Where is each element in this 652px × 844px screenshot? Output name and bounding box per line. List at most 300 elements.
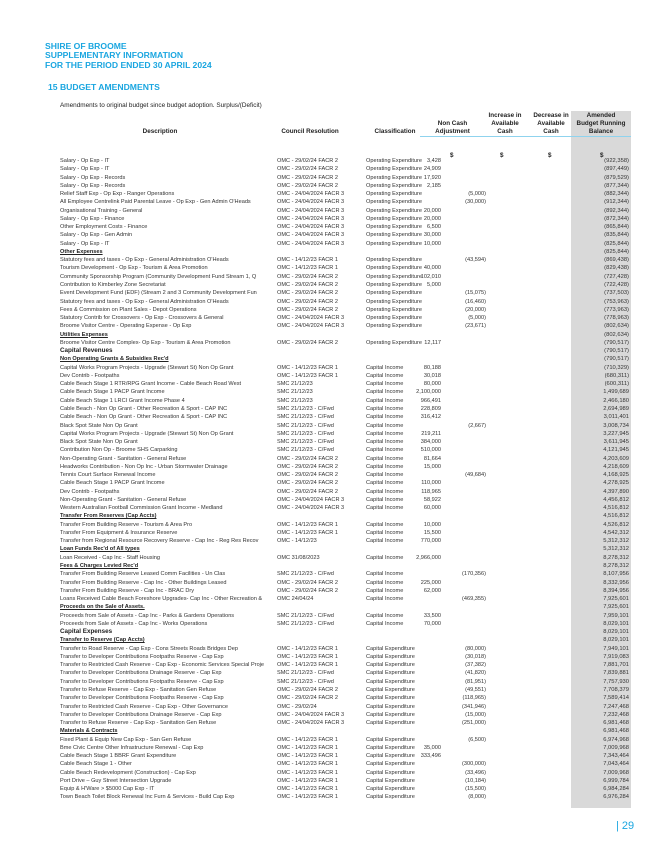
row-balance: (680,311) bbox=[604, 372, 629, 379]
row-classification: Capital Income bbox=[366, 538, 404, 545]
row-council-resolution: OMC - 29/02/24 FACR 2 bbox=[277, 306, 338, 313]
table-row bbox=[60, 686, 632, 694]
col-header-line: Non Cash bbox=[437, 120, 468, 127]
row-increase: 60,000 bbox=[423, 505, 441, 512]
row-classification: Capital Income bbox=[366, 488, 404, 495]
row-balance: 6,984,284 bbox=[603, 786, 629, 793]
table-row bbox=[60, 405, 632, 413]
row-increase: 316,412 bbox=[420, 414, 441, 421]
table-row bbox=[60, 521, 632, 529]
row-increase: 58,922 bbox=[423, 496, 441, 503]
row-council-resolution: OMC - 29/02/24 FACR 2 bbox=[277, 488, 338, 495]
table-row bbox=[60, 446, 632, 454]
row-balance: (912,344) bbox=[604, 199, 629, 206]
table-row bbox=[60, 463, 632, 471]
row-increase: 333,496 bbox=[420, 753, 441, 760]
row-description: Transfer From Building Reserve - Cap Inc - BRAC Dry bbox=[60, 587, 195, 594]
currency-decrease: $ bbox=[548, 152, 552, 159]
row-council-resolution: OMC - 24/04/2024 FACR 3 bbox=[277, 315, 345, 322]
row-decrease: (10,184) bbox=[465, 777, 486, 784]
row-decrease: (30,000) bbox=[465, 199, 486, 206]
row-increase: 20,000 bbox=[423, 207, 441, 214]
row-classification: Capital Income bbox=[366, 480, 404, 487]
row-council-resolution: OMC - 24/04/2024 FACR 3 bbox=[277, 207, 345, 214]
row-council-resolution: OMC - 29/02/24 FACR 2 bbox=[277, 158, 338, 164]
row-description: Salary - Op Exp - Records bbox=[60, 182, 126, 189]
table-row bbox=[60, 314, 632, 322]
row-classification: Operating Expenditure bbox=[366, 174, 422, 181]
row-decrease: (15,075) bbox=[465, 290, 486, 297]
row-increase: 81,664 bbox=[423, 455, 441, 462]
row-council-resolution: OMC - 29/02/24 FACR 2 bbox=[277, 281, 338, 288]
row-classification: Operating Expenditure bbox=[366, 207, 422, 214]
row-increase: 102,010 bbox=[420, 273, 441, 280]
row-description: Dev Contrib - Footpaths bbox=[60, 372, 120, 379]
row-increase: 24,909 bbox=[423, 166, 441, 173]
row-balance: 7,949,101 bbox=[603, 645, 629, 652]
intro-text: Amendments to original budget since budget adoption. Surplus/(Deficit) bbox=[60, 102, 262, 109]
row-classification: Capital Income bbox=[366, 381, 404, 388]
row-balance: 4,516,812 bbox=[603, 505, 629, 512]
row-increase: 5,000 bbox=[427, 281, 441, 288]
table-row bbox=[60, 744, 632, 752]
row-description: Salary - Op Exp - IT bbox=[60, 240, 110, 247]
category-row bbox=[60, 347, 632, 355]
row-council-resolution: OMC - 24/04/2024 FACR 3 bbox=[277, 323, 345, 330]
row-decrease: (15,500) bbox=[465, 786, 486, 793]
row-decrease: (23,671) bbox=[465, 323, 486, 330]
row-description: Salary - Op Exp - Records bbox=[60, 174, 126, 181]
row-balance: (778,963) bbox=[604, 315, 629, 322]
row-description: Non-Operating Grant - Sanitation - General Refuse bbox=[60, 496, 187, 503]
row-increase: 20,000 bbox=[423, 215, 441, 222]
row-description: Capital Works Program Projects - Upgrade (Stewart St) Non Op Grant bbox=[60, 430, 234, 437]
row-balance: (879,529) bbox=[604, 174, 629, 181]
row-balance: 3,227,945 bbox=[603, 430, 629, 437]
row-classification: Capital Expenditure bbox=[366, 720, 415, 727]
row-increase: 2,185 bbox=[427, 182, 441, 189]
row-balance: (802,634) bbox=[604, 323, 629, 330]
col-header-line: Balance bbox=[588, 128, 614, 136]
row-classification: Operating Expenditure bbox=[366, 323, 422, 330]
section-title: 15 BUDGET AMENDMENTS bbox=[48, 82, 160, 92]
row-description: Capital Expenses bbox=[60, 628, 113, 636]
row-balance: (722,428) bbox=[604, 281, 629, 288]
row-balance: 8,278,312 bbox=[603, 563, 629, 570]
row-council-resolution: SMC 21/12/23 - C/Fwd bbox=[277, 447, 334, 454]
row-description: Fixed Plant & Equip New Cap Exp - San Gen Refuse bbox=[60, 736, 192, 743]
row-council-resolution: SMC 21/12/23 - C/Fwd bbox=[277, 620, 334, 627]
row-balance: (753,963) bbox=[604, 298, 629, 305]
row-description: Fees & Charges Levied Rec'd bbox=[60, 563, 139, 570]
table-row bbox=[60, 661, 632, 669]
row-council-resolution: SMC 21/12/23 bbox=[277, 381, 313, 388]
row-description: Transfer From Reserves (Cap Accts) bbox=[60, 513, 157, 520]
row-classification: Capital Expenditure bbox=[366, 711, 415, 718]
row-description: Loan Received - Cap Inc - Staff Housing bbox=[60, 554, 161, 561]
row-description: Cable Beach Stage 1 RTR/RPG Grant Income - Cable Beach Road West bbox=[60, 381, 242, 388]
row-council-resolution: OMC - 29/02/24 FACR 2 bbox=[277, 290, 338, 297]
row-classification: Capital Income bbox=[366, 496, 404, 503]
row-balance: 7,009,968 bbox=[603, 769, 629, 776]
table-row bbox=[60, 264, 632, 272]
row-description: Transfer to Reserve (Cap Accts) bbox=[60, 637, 145, 644]
row-balance: 8,332,956 bbox=[603, 579, 629, 586]
row-increase: 770,000 bbox=[420, 538, 441, 545]
row-description: Contribution to Kimberley Zone Secretariat bbox=[60, 281, 166, 288]
row-decrease: (20,000) bbox=[465, 306, 486, 313]
row-increase: 33,500 bbox=[423, 612, 441, 619]
row-description: Black Spot State Non Op Grant bbox=[60, 422, 138, 429]
row-description: Transfer from Regional Resource Recovery Reserve - Cap Inc - Reg Res Recov bbox=[60, 538, 259, 545]
row-description: Organisational Training - General bbox=[60, 207, 143, 214]
row-description: Transfer to Developer Contributions Drainage Reserve - Cap Exp bbox=[60, 670, 222, 677]
row-balance: (825,844) bbox=[604, 240, 629, 247]
row-description: Transfer to Refuse Reserve - Cap Exp - Sanitation Gen Refuse bbox=[60, 720, 217, 727]
table-row bbox=[60, 703, 632, 711]
row-description: Statutory Contrib for Crossovers - Op Exp - Crossovers & General bbox=[60, 315, 224, 322]
table-row bbox=[60, 529, 632, 537]
row-balance: 4,516,812 bbox=[603, 513, 629, 520]
row-balance: 7,009,968 bbox=[603, 744, 629, 751]
row-increase: 219,211 bbox=[421, 430, 441, 437]
row-description: Salary - Op Exp - IT bbox=[60, 166, 110, 173]
row-council-resolution: OMC - 29/02/24 FACR 2 bbox=[277, 579, 338, 586]
row-decrease: (2,667) bbox=[468, 422, 486, 429]
row-balance: 4,168,925 bbox=[603, 472, 629, 479]
row-council-resolution: OMC - 14/12/23 FACR 1 bbox=[277, 265, 338, 272]
row-balance: (773,963) bbox=[604, 306, 629, 313]
row-description: Cable Beach Stage 1 PACP Grant Income bbox=[60, 480, 165, 487]
col-header-line: Available bbox=[491, 120, 519, 128]
row-balance: 6,981,468 bbox=[603, 720, 629, 727]
row-decrease: (6,500) bbox=[468, 736, 486, 743]
table-row bbox=[60, 752, 632, 760]
row-classification: Capital Expenditure bbox=[366, 769, 415, 776]
row-increase: 62,000 bbox=[423, 587, 441, 594]
row-decrease: (15,000) bbox=[465, 711, 486, 718]
col-header-decrease bbox=[526, 112, 576, 137]
row-description: Broome Visitor Centre - Operating Expense - Op Exp bbox=[60, 323, 192, 330]
row-balance: 7,839,881 bbox=[603, 670, 629, 677]
row-classification: Capital Income bbox=[366, 554, 404, 561]
row-council-resolution: SMC 21/12/23 - C/Fwd bbox=[277, 414, 334, 421]
col-header-line: Adjustment bbox=[435, 128, 470, 136]
row-increase: 6,500 bbox=[427, 224, 441, 231]
col-header-line: Decrease in bbox=[533, 112, 569, 119]
row-council-resolution: SMC 21/12/23 bbox=[277, 397, 313, 404]
row-description: Utilities Expenses bbox=[60, 331, 108, 338]
row-council-resolution: OMC - 14/12/23 bbox=[277, 538, 317, 545]
table-row bbox=[60, 537, 632, 545]
row-balance: (802,634) bbox=[604, 331, 629, 338]
row-description: All Employee Centrelink Paid Parental Leave - Op Exp - Gen Admin O'Heads bbox=[60, 199, 251, 206]
currency-balance: $ bbox=[600, 152, 604, 159]
row-classification: Capital Income bbox=[366, 620, 404, 627]
row-description: Bme Civic Centre Other Infrastructure Renewal - Cap Exp bbox=[60, 744, 204, 751]
row-council-resolution: OMC - 14/12/23 FACR 1 bbox=[277, 753, 338, 760]
row-balance: 6,981,468 bbox=[603, 728, 629, 735]
table-row bbox=[60, 488, 632, 496]
row-description: Relief Staff Exp - Op Exp - Ranger Operations bbox=[60, 191, 175, 198]
row-council-resolution: SMC 21/12/23 - C/Fwd bbox=[277, 612, 334, 619]
row-classification: Capital Expenditure bbox=[366, 777, 415, 784]
row-increase: 30,000 bbox=[423, 232, 441, 239]
row-council-resolution: OMC - 14/12/23 FACR 1 bbox=[277, 662, 338, 669]
row-increase: 80,188 bbox=[423, 364, 441, 371]
subheading-row bbox=[60, 636, 632, 644]
row-description: Materials & Contracts bbox=[60, 728, 118, 735]
row-balance: 4,203,609 bbox=[603, 455, 629, 462]
row-council-resolution: OMC - 29/02/24 FACR 2 bbox=[277, 298, 338, 305]
table-row bbox=[60, 579, 632, 587]
row-increase: 118,965 bbox=[421, 488, 441, 495]
col-header-non-cash bbox=[425, 120, 480, 136]
row-classification: Operating Expenditure bbox=[366, 224, 422, 231]
row-classification: Capital Income bbox=[366, 505, 404, 512]
table-row bbox=[60, 669, 632, 677]
row-council-resolution: OMC - 14/12/23 FACR 1 bbox=[277, 786, 338, 793]
row-balance: 4,542,312 bbox=[603, 529, 629, 536]
header-rule bbox=[420, 136, 631, 137]
row-balance: 7,247,468 bbox=[603, 703, 629, 710]
row-description: Other Expenses bbox=[60, 248, 103, 255]
row-council-resolution: OMC - 14/12/23 FACR 1 bbox=[277, 744, 338, 751]
col-header-line: Available bbox=[537, 120, 565, 128]
table-row bbox=[60, 769, 632, 777]
row-balance: 8,029,101 bbox=[603, 637, 629, 644]
row-balance: 8,107,956 bbox=[603, 571, 629, 578]
table-row bbox=[60, 157, 632, 165]
row-classification: Capital Income bbox=[366, 463, 404, 470]
row-description: Capital Works Program Projects - Upgrade (Stewart St) Non Op Grant bbox=[60, 364, 234, 371]
row-council-resolution: OMC - 29/02/24 FACR 2 bbox=[277, 166, 338, 173]
row-classification: Capital Income bbox=[366, 372, 404, 379]
table-row bbox=[60, 653, 632, 661]
row-balance: 8,394,956 bbox=[603, 587, 629, 594]
row-increase: 30,018 bbox=[423, 372, 441, 379]
row-increase: 70,000 bbox=[423, 620, 441, 627]
row-classification: Capital Expenditure bbox=[366, 794, 415, 801]
table-row bbox=[60, 380, 632, 388]
row-classification: Capital Income bbox=[366, 455, 404, 462]
row-balance: (829,438) bbox=[604, 265, 629, 272]
row-increase: 966,491 bbox=[420, 397, 441, 404]
row-increase: 10,000 bbox=[423, 240, 441, 247]
table-row bbox=[60, 207, 632, 215]
row-decrease: (118,965) bbox=[462, 695, 486, 702]
table-row bbox=[60, 372, 632, 380]
table-row bbox=[60, 182, 632, 190]
subheading-row bbox=[60, 603, 632, 611]
row-description: Non Operating Grants & Subsidies Rec'd bbox=[60, 356, 169, 363]
row-description: Salary - Op Exp - Gen Admin bbox=[60, 232, 133, 239]
row-classification: Operating Expenditure bbox=[366, 215, 422, 222]
table-row bbox=[60, 413, 632, 421]
row-council-resolution: SMC 21/12/23 - C/Fwd bbox=[277, 439, 334, 446]
row-description: Dev Contrib - Footpaths bbox=[60, 488, 120, 495]
row-decrease: (49,551) bbox=[465, 687, 486, 693]
row-council-resolution: OMC - 24/04/2024 FACR 3 bbox=[277, 232, 345, 239]
row-council-resolution: SMC 21/12/23 - C/Fwd bbox=[277, 571, 334, 578]
row-council-resolution: OMC - 29/02/24 FACR 2 bbox=[277, 339, 338, 346]
row-description: Transfer From Building Reserve - Tourism & Area Pro bbox=[60, 521, 193, 528]
row-classification: Capital Expenditure bbox=[366, 753, 415, 760]
table-row bbox=[60, 777, 632, 785]
row-balance: 7,043,464 bbox=[603, 761, 629, 768]
row-classification: Capital Income bbox=[366, 596, 404, 603]
subheading-row bbox=[60, 355, 632, 363]
subheading-row bbox=[60, 331, 632, 339]
table-row bbox=[60, 397, 632, 405]
row-balance: 6,976,284 bbox=[603, 794, 629, 801]
row-description: Transfer to Refuse Reserve - Cap Exp - Sanitation Gen Refuse bbox=[60, 687, 217, 693]
row-description: Loan Funds Rec'd of All types bbox=[60, 546, 140, 553]
row-decrease: (5,000) bbox=[468, 191, 486, 198]
row-increase: 17,920 bbox=[423, 174, 441, 181]
row-balance: 7,925,601 bbox=[603, 604, 629, 611]
table-row bbox=[60, 587, 632, 595]
row-council-resolution: OMC - 29/02/24 FACR 2 bbox=[277, 472, 338, 479]
row-council-resolution: OMC - 24/04/2024 FACR 3 bbox=[277, 199, 345, 206]
row-balance: 3,611,945 bbox=[603, 439, 629, 446]
row-classification: Capital Income bbox=[366, 414, 404, 421]
table-row bbox=[60, 298, 632, 306]
row-classification: Operating Expenditure bbox=[366, 257, 422, 264]
col-header-line: Cash bbox=[497, 128, 513, 136]
subheading-row bbox=[60, 727, 632, 735]
row-description: Capital Revenues bbox=[60, 347, 113, 355]
row-classification: Operating Expenditure bbox=[366, 298, 422, 305]
col-header-council-resolution: Council Resolution bbox=[281, 128, 339, 135]
row-classification: Capital Income bbox=[366, 422, 404, 429]
row-classification: Capital Expenditure bbox=[366, 670, 415, 677]
row-balance: 4,278,925 bbox=[603, 480, 629, 487]
row-council-resolution: SMC 21/12/23 - C/Fwd bbox=[277, 422, 334, 429]
row-description: Event Development Fund (EDF) (Stream 2 and 3 Community Development Fun bbox=[60, 290, 257, 297]
row-balance: 7,959,101 bbox=[603, 612, 629, 619]
row-classification: Capital Expenditure bbox=[366, 653, 415, 660]
table-row bbox=[60, 736, 632, 744]
row-balance: (882,344) bbox=[604, 191, 629, 198]
row-decrease: (251,000) bbox=[462, 720, 486, 727]
table-row bbox=[60, 165, 632, 173]
row-council-resolution: SMC 21/12/23 - C/Fwd bbox=[277, 678, 334, 685]
row-council-resolution: OMC - 24/04/2024 FACR 3 bbox=[277, 224, 345, 231]
row-council-resolution: OMC - 24/04/2024 FACR 3 bbox=[277, 711, 345, 718]
row-council-resolution: OMC - 29/02/24 FACR 2 bbox=[277, 174, 338, 181]
row-description: Cable Beach Stage 1 - Other bbox=[60, 761, 132, 768]
row-balance: (727,428) bbox=[604, 273, 629, 280]
row-decrease: (469,355) bbox=[462, 596, 486, 603]
row-council-resolution: OMC 24/04/24 bbox=[277, 596, 314, 603]
row-description: Transfer From Building Reserve Leased Comm Facilities - Un Clas bbox=[60, 571, 226, 578]
row-description: Town Beach Toilet Block Renewal Inc Furn & Services - Build Cap Exp bbox=[60, 794, 235, 801]
row-classification: Capital Income bbox=[366, 447, 404, 454]
col-header-description: Description bbox=[142, 128, 178, 135]
row-balance: 5,312,312 bbox=[603, 538, 629, 545]
table-row bbox=[60, 364, 632, 372]
row-balance: 4,526,812 bbox=[603, 521, 629, 528]
row-decrease: (49,684) bbox=[465, 472, 486, 479]
row-classification: Operating Expenditure bbox=[366, 339, 422, 346]
row-increase: 80,000 bbox=[423, 381, 441, 388]
table-row bbox=[60, 678, 632, 686]
row-balance: 8,029,101 bbox=[603, 629, 629, 636]
table-row bbox=[60, 174, 632, 182]
row-decrease: (81,951) bbox=[465, 678, 486, 685]
row-classification: Operating Expenditure bbox=[366, 306, 422, 313]
row-council-resolution: OMC - 14/12/23 FACR 1 bbox=[277, 736, 338, 743]
row-decrease: (41,820) bbox=[465, 670, 486, 677]
category-row bbox=[60, 628, 632, 636]
row-classification: Capital Expenditure bbox=[366, 687, 415, 693]
row-classification: Operating Expenditure bbox=[366, 265, 422, 272]
table-row bbox=[60, 306, 632, 314]
row-balance: 7,589,414 bbox=[603, 695, 629, 702]
row-description: Port Drive – Guy Street Intersection Upgrade bbox=[60, 777, 172, 784]
table-row bbox=[60, 339, 632, 347]
table-row bbox=[60, 760, 632, 768]
row-balance: (865,844) bbox=[604, 224, 629, 231]
document-header bbox=[45, 42, 212, 70]
table-row bbox=[60, 256, 632, 264]
row-description: Transfer to Developer Contributions Footpaths Reserve - Cap Exp bbox=[60, 695, 224, 702]
row-council-resolution: OMC - 29/02/24 FACR 2 bbox=[277, 455, 338, 462]
row-balance: (825,844) bbox=[604, 248, 629, 255]
row-description: Transfer to Restricted Cash Reserve - Cap Exp - Other Governance bbox=[60, 703, 228, 710]
table-row bbox=[60, 231, 632, 239]
row-classification: Operating Expenditure bbox=[366, 158, 422, 164]
row-council-resolution: OMC - 29/02/24 FACR 2 bbox=[277, 273, 338, 280]
table-row bbox=[60, 554, 632, 562]
row-balance: 4,218,609 bbox=[603, 463, 629, 470]
row-balance: 3,011,401 bbox=[603, 414, 629, 421]
row-description: Tennis Court Surface Renewal Income bbox=[60, 472, 156, 479]
row-description: Community Sponsorship Program (Community Development Fund Stream 1, Q bbox=[60, 273, 257, 280]
row-classification: Capital Income bbox=[366, 472, 404, 479]
row-balance: 6,974,968 bbox=[603, 736, 629, 743]
row-council-resolution: OMC - 14/12/23 FACR 1 bbox=[277, 653, 338, 660]
table-row bbox=[60, 438, 632, 446]
row-balance: (737,503) bbox=[604, 290, 629, 297]
table-row bbox=[60, 612, 632, 620]
row-description: Cable Beach Stage 1 PACP Grant Income bbox=[60, 389, 165, 396]
row-balance: 7,708,379 bbox=[603, 687, 629, 693]
row-classification: Operating Expenditure bbox=[366, 281, 422, 288]
row-description: Western Australian Football Commission Grant Income - Medland bbox=[60, 505, 223, 512]
row-classification: Operating Expenditure bbox=[366, 290, 422, 297]
row-classification: Capital Expenditure bbox=[366, 736, 415, 743]
row-description: Cable Beach Stage 1 BBRF Grant Expenditure bbox=[60, 753, 177, 760]
row-balance: (869,438) bbox=[604, 257, 629, 264]
row-description: Contribution Non Op - Broome SHS Carparking bbox=[60, 447, 178, 454]
row-classification: Capital Income bbox=[366, 579, 404, 586]
table-row bbox=[60, 322, 632, 330]
subheading-row bbox=[60, 562, 632, 570]
report-subtitle: SUPPLEMENTARY INFORMATION bbox=[45, 50, 184, 61]
table-row bbox=[60, 785, 632, 793]
row-increase: 15,500 bbox=[423, 529, 441, 536]
row-description: Transfer From Equipment & Insurance Reserve bbox=[60, 529, 178, 536]
row-decrease: (33,496) bbox=[465, 769, 486, 776]
row-council-resolution: OMC 31/08/2023 bbox=[277, 554, 320, 561]
row-balance: (897,449) bbox=[604, 166, 629, 173]
row-balance: 4,397,890 bbox=[603, 488, 629, 495]
row-council-resolution: SMC 21/12/23 - C/Fwd bbox=[277, 430, 334, 437]
row-increase: 225,000 bbox=[420, 579, 441, 586]
row-council-resolution: OMC - 14/12/23 FACR 1 bbox=[277, 529, 338, 536]
